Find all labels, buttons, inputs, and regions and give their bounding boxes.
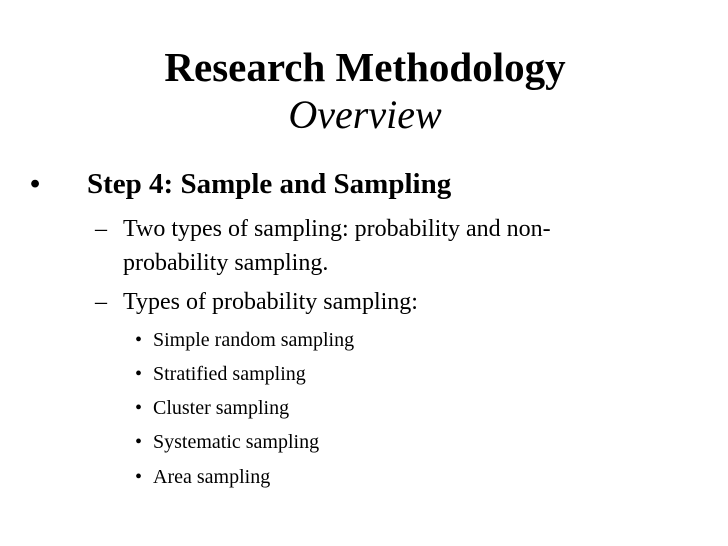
dash-icon: –: [95, 289, 107, 315]
bullet-icon: •: [135, 431, 143, 453]
sub-bullet-two-types-line1: Two types of sampling: probability and non-: [123, 216, 551, 242]
slide-title: Research Methodology: [164, 44, 566, 90]
dash-icon: –: [95, 216, 107, 242]
list-item-text: Systematic sampling: [153, 431, 320, 453]
list-item-text: Stratified sampling: [153, 363, 306, 385]
sub-bullet-two-types-line2: probability sampling.: [123, 250, 329, 276]
sub-bullet-probability-types-text: Types of probability sampling:: [123, 289, 418, 315]
bullet-icon: •: [135, 329, 143, 351]
slide-subtitle: Overview: [288, 92, 442, 137]
list-item-text: Cluster sampling: [153, 397, 290, 419]
title-block: [145, 42, 585, 138]
bullet-step-4-text: Step 4: Sample and Sampling: [87, 168, 452, 200]
list-item-text: Simple random sampling: [153, 329, 355, 351]
bullet-icon: •: [135, 397, 143, 419]
bullet-icon: •: [135, 466, 143, 488]
bullet-icon: •: [30, 168, 41, 200]
bullet-icon: •: [135, 363, 143, 385]
list-item-text: Area sampling: [153, 466, 271, 488]
